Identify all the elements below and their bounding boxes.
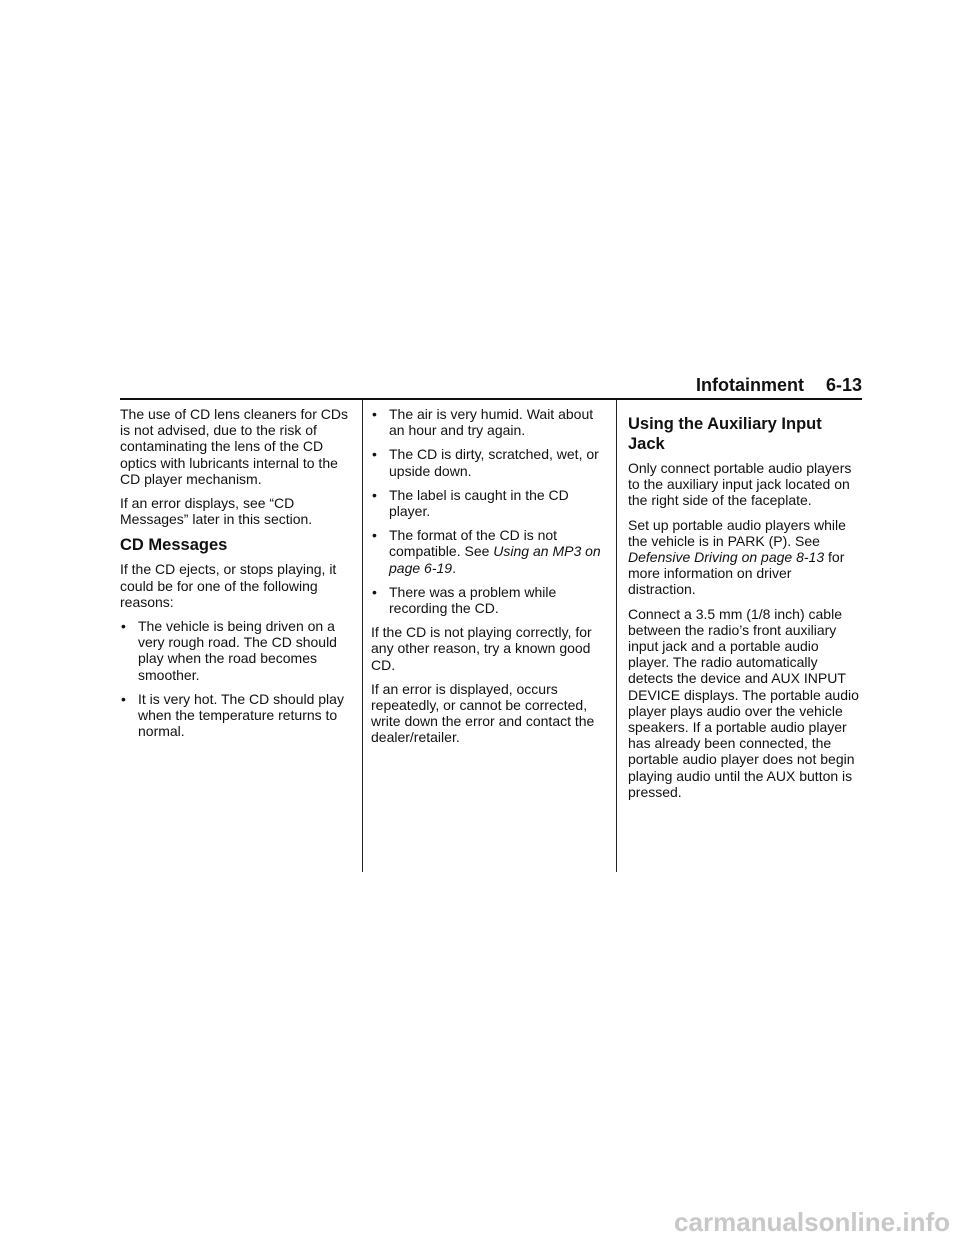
section-heading-cd-messages: CD Messages <box>120 536 228 555</box>
section-title: Infotainment <box>695 375 804 395</box>
bullet-icon: • <box>121 618 126 635</box>
list-item-text: The vehicle is being driven on a very rough road. The CD should play when the road becomes smoother. <box>138 618 337 683</box>
paragraph: Only connect portable audio players to the auxiliary input jack located on the right side of the faceplate. <box>628 460 852 509</box>
bullet-icon: • <box>372 406 377 422</box>
paragraph-text: for more information on driver distraction. <box>628 549 845 598</box>
column-divider <box>362 400 363 872</box>
bullet-icon: • <box>372 527 377 544</box>
list-item <box>371 446 607 478</box>
paragraph: If the CD ejects, or stops playing, it could be for one of the following reasons: <box>120 561 337 610</box>
paragraph: If the CD is not playing correctly, for any other reason, try a known good CD. <box>371 624 592 673</box>
list-item <box>371 527 607 576</box>
list-item <box>371 584 607 616</box>
paragraph: Connect a 3.5 mm (1/8 inch) cable between the radio’s front auxiliary input jack and a portable audio player. The radio automatically detects the device and AUX INPUT DEVICE displays. The portable audio player plays audio over the vehicle speakers. If a portable audio player has already been connected, the portable audio player does not begin playing audio until the AUX button is pressed. <box>628 605 859 800</box>
list-item <box>120 618 356 683</box>
bullet-icon: • <box>372 486 377 503</box>
cross-reference-link[interactable]: Defensive Driving on page 8-13 <box>628 549 825 566</box>
bullet-icon: • <box>372 446 377 463</box>
list-item-text: The label is caught in the CD player. <box>389 486 569 520</box>
bullet-icon: • <box>121 690 126 707</box>
column-middle <box>371 406 607 754</box>
list-item <box>371 487 607 519</box>
cross-reference-link[interactable]: Using an MP3 on page 6-19 <box>389 543 601 576</box>
paragraph-text: Set up portable audio players while the vehicle is in PARK (P). See <box>628 516 846 549</box>
bullet-list <box>120 618 356 739</box>
list-item-text: The format of the CD is not compatible. See <box>389 527 558 560</box>
column-right <box>628 406 862 808</box>
bullet-icon: • <box>372 583 377 600</box>
paragraph: If an error displays, see “CD Messages” later in this section. <box>120 495 313 528</box>
column-left <box>120 406 356 747</box>
list-item-text: It is very hot. The CD should play when the temperature returns to normal. <box>138 690 344 740</box>
paragraph: The use of CD lens cleaners for CDs is not advised, due to the risk of contaminating the lens of the CD optics with lubricants internal to the CD player mechanism. <box>120 406 348 487</box>
watermark: carmanualsonline.info <box>674 1207 950 1237</box>
list-item-text: The CD is dirty, scratched, wet, or upside down. <box>389 446 599 479</box>
page-header <box>120 372 862 400</box>
punctuation: . <box>452 559 456 576</box>
paragraph <box>628 517 862 598</box>
list-item-text: There was a problem while recording the CD. <box>389 583 557 617</box>
page-number: 6-13 <box>825 375 862 395</box>
column-divider <box>616 400 617 872</box>
bullet-list <box>371 406 607 616</box>
section-heading-auxiliary-input: Using the Auxiliary Input Jack <box>628 415 822 453</box>
list-item <box>371 406 607 438</box>
list-item-text: The air is very humid. Wait about an hour and try again. <box>389 406 594 439</box>
list-item <box>120 691 356 740</box>
paragraph: If an error is displayed, occurs repeatedly, or cannot be corrected, write down the error and contact the dealer/retailer. <box>371 680 595 746</box>
